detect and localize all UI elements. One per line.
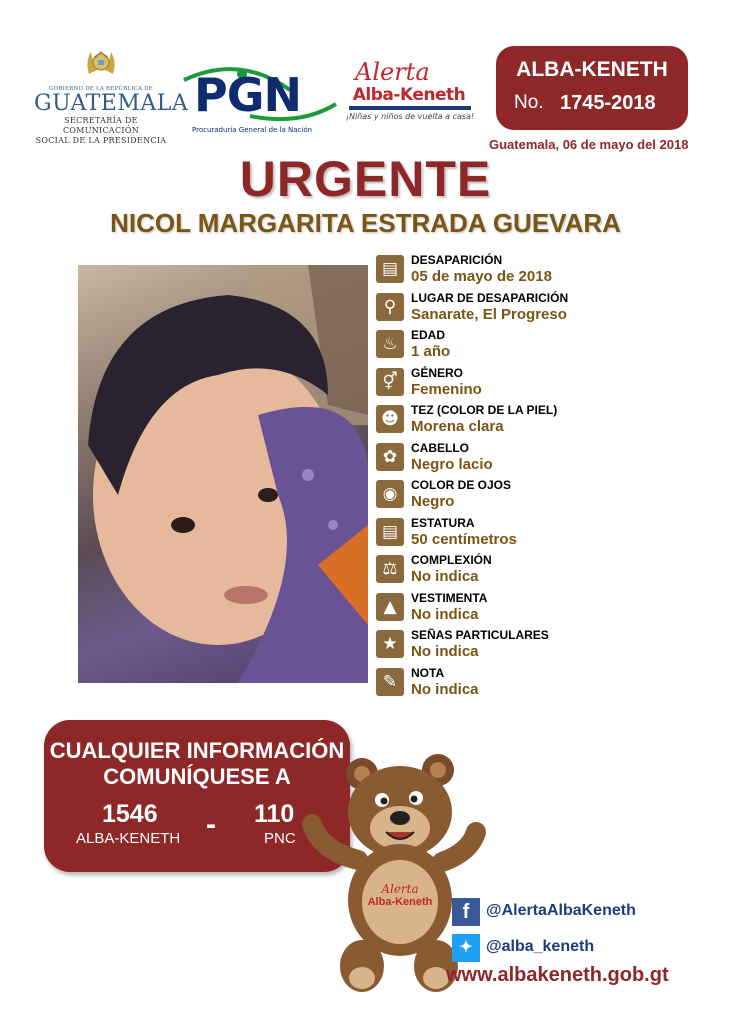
detail-label: DESAPARICIÓN xyxy=(411,253,503,267)
detail-value: 05 de mayo de 2018 xyxy=(411,268,552,285)
hair-icon: ✿ xyxy=(376,443,404,471)
twitter-handle: @alba_keneth xyxy=(486,938,595,955)
alerta-alba-keneth-logo xyxy=(345,58,475,134)
detail-label: SEÑAS PARTICULARES xyxy=(411,628,549,642)
detail-row-lugar xyxy=(376,288,696,325)
face-profile-icon: ☻ xyxy=(376,405,404,433)
detail-value: Negro lacio xyxy=(411,455,493,473)
location-pin-icon: ⚲ xyxy=(376,293,404,321)
detail-label: VESTIMENTA xyxy=(411,590,488,605)
detail-value: 1 año xyxy=(411,343,451,360)
alerta-tagline: ¡Niñas y niños de vuelta a casa! xyxy=(345,112,475,121)
phone-pnc-label: PNC xyxy=(264,830,296,847)
gender-icon: ⚥ xyxy=(376,368,404,396)
coat-of-arms-icon xyxy=(83,44,119,80)
phone-pnc[interactable]: 110 xyxy=(254,800,295,828)
detail-value: 50 centímetros xyxy=(411,530,517,548)
detail-label: ESTATURA xyxy=(411,515,475,530)
detail-label: EDAD xyxy=(411,328,446,342)
guatemala-logo xyxy=(34,44,189,156)
ruler-icon: ▤ xyxy=(376,518,404,546)
detail-label: COMPLEXIÓN xyxy=(411,553,492,567)
detail-label: COLOR DE OJOS xyxy=(411,478,512,492)
detail-value: Morena clara xyxy=(411,418,504,435)
photo-illustration xyxy=(78,265,368,683)
phone-alba-keneth[interactable]: 1546 xyxy=(102,800,158,828)
detail-row-desaparicion xyxy=(376,250,696,287)
detail-row-edad xyxy=(376,325,696,362)
guatemala-name: GUATEMALA xyxy=(34,91,189,116)
facebook-link[interactable] xyxy=(452,898,692,928)
detail-value: No indica xyxy=(411,680,479,698)
detail-row-estatura xyxy=(376,513,696,550)
detail-row-tez xyxy=(376,400,696,437)
alba-keneth-text: Alba-Keneth xyxy=(352,85,466,105)
detail-value: No indica xyxy=(411,643,479,660)
detail-value: Negro xyxy=(411,493,455,510)
guatemala-top-text: GOBIERNO DE LA REPÚBLICA DE xyxy=(49,86,153,92)
detail-row-vestimenta xyxy=(376,588,696,625)
guatemala-sub1: SECRETARÍA DE COMUNICACIÓN xyxy=(62,116,140,135)
details-list xyxy=(376,250,696,710)
alerta-text: Alerta xyxy=(355,58,430,86)
contact-separator: - xyxy=(206,808,216,841)
detail-value: No indica xyxy=(411,568,479,585)
missing-person-photo xyxy=(78,265,368,683)
detail-label: CABELLO xyxy=(411,440,469,455)
detail-row-senas xyxy=(376,625,696,662)
facebook-icon: f xyxy=(452,898,480,926)
bear-badge-alerta: Alerta xyxy=(381,882,419,896)
facebook-handle: @AlertaAlbaKeneth xyxy=(486,902,636,919)
pgn-subtitle: Procuraduría General de la Nación xyxy=(192,126,313,134)
detail-label: NOTA xyxy=(411,665,445,680)
detail-value: Sanarate, El Progreso xyxy=(411,305,567,323)
detail-value: Femenino xyxy=(411,380,482,398)
guatemala-sub2: SOCIAL DE LA PRESIDENCIA xyxy=(35,136,167,145)
detail-label: GÉNERO xyxy=(411,365,464,380)
bear-badge-name: Alba-Keneth xyxy=(367,896,433,908)
detail-row-cabello xyxy=(376,438,696,475)
detail-row-complexion xyxy=(376,550,696,587)
person-name: NICOL MARGARITA ESTRADA GUEVARA xyxy=(110,208,621,238)
pgn-name: PGN xyxy=(194,68,301,122)
detail-value: No indica xyxy=(411,605,479,623)
phone-alba-keneth-label: ALBA-KENETH xyxy=(76,830,181,847)
case-number: 1745-2018 xyxy=(560,92,656,114)
shirt-icon: ▲ xyxy=(376,593,404,621)
detail-label: LUGAR DE DESAPARICIÓN xyxy=(411,290,569,305)
case-no-label: No. xyxy=(514,92,544,113)
detail-row-ojos xyxy=(376,475,696,512)
pgn-logo xyxy=(180,60,340,140)
detail-row-genero xyxy=(376,363,696,400)
website-link[interactable]: www.albakeneth.gob.gt xyxy=(446,964,669,986)
cake-icon: ♨ xyxy=(376,330,404,358)
eye-icon: ◉ xyxy=(376,480,404,508)
note-icon: ✎ xyxy=(376,668,404,696)
detail-label: TEZ (COLOR DE LA PIEL) xyxy=(411,403,558,417)
contact-line2: COMUNÍQUESE A xyxy=(103,764,291,789)
twitter-icon: ✦ xyxy=(452,934,480,962)
issue-date: Guatemala, 06 de mayo del 2018 xyxy=(489,137,689,152)
calendar-icon: ▤ xyxy=(376,255,404,283)
twitter-link[interactable] xyxy=(452,934,692,964)
logo-underline-icon xyxy=(349,106,471,110)
case-title: ALBA-KENETH xyxy=(516,58,668,81)
detail-row-nota xyxy=(376,663,696,700)
scale-icon: ⚖ xyxy=(376,555,404,583)
star-icon: ★ xyxy=(376,630,404,658)
contact-line1: CUALQUIER INFORMACIÓN xyxy=(49,738,345,763)
headline: URGENTE xyxy=(239,151,492,207)
case-number-box xyxy=(496,46,688,130)
